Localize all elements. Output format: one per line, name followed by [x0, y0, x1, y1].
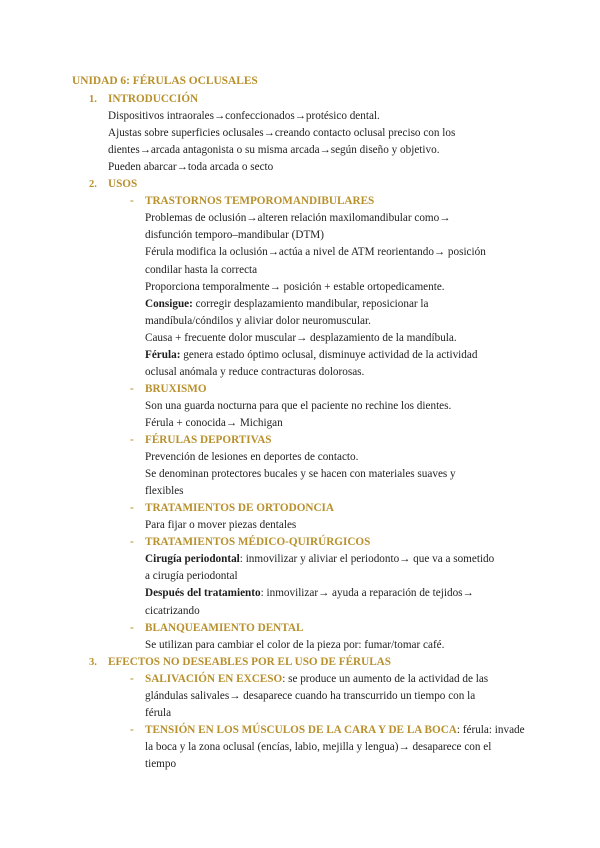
body-line: Se utilizan para cambiar el color de la pieza por: fumar/tomar café.: [145, 638, 445, 651]
subsection-title: TRASTORNOS TEMPOROMANDIBULARES: [145, 195, 375, 208]
subsection-title: TRATAMIENTOS MÉDICO-QUIRÚRGICOS: [145, 536, 371, 549]
bold-term: Después del tratamiento: [145, 587, 261, 600]
subsection-heading: [145, 621, 303, 636]
term-description: : inmovilizar y aliviar el periodonto→ que va a sometido: [239, 553, 495, 566]
body-line: Pueden abarcar→toda arcada o secto: [108, 161, 274, 174]
bullet-dash: -: [130, 621, 134, 634]
body-line: flexibles: [145, 485, 184, 498]
section-heading: USOS: [108, 178, 138, 191]
bullet-dash: -: [130, 195, 134, 208]
subsection-inline-text: : se produce un aumento de la actividad de las: [282, 672, 489, 685]
subsection-heading: [145, 433, 272, 448]
subsection-title: FÉRULAS DEPORTIVAS: [145, 434, 272, 446]
term-description: : inmovilizar→ ayuda a reparación de tejidos→: [260, 587, 474, 600]
subsection-title: TENSIÓN EN LOS MÚSCULOS DE LA CARA Y DE LA BOCA: [145, 723, 457, 736]
body-line: [145, 552, 494, 567]
subsection-title: TRATAMIENTOS DE ORTODONCIA: [145, 502, 334, 515]
page-title: UNIDAD 6: FÉRULAS OCLUSALES: [72, 75, 258, 87]
body-line: Problemas de oclusión→alteren relación maxilomandibular como→: [145, 212, 451, 225]
body-line: mandíbula/cóndilos y aliviar dolor neuromuscular.: [145, 314, 371, 327]
bullet-dash: -: [130, 382, 134, 395]
body-line: Proporciona temporalmente→ posición + estable ortopedicamente.: [145, 280, 445, 293]
body-line: Férula modifica la oclusión→actúa a nivel de ATM reorientando→ posición: [145, 246, 486, 259]
body-line: Son una guarda nocturna para que el paciente no rechine los dientes.: [145, 399, 452, 412]
bullet-dash: -: [130, 536, 134, 549]
section-number: 1.: [89, 94, 97, 105]
body-line: Férula + conocida→ Michigan: [145, 416, 283, 429]
section-heading: EFECTOS NO DESEABLES POR EL USO DE FÉRULAS: [108, 655, 391, 668]
subsection-heading: [145, 194, 374, 209]
body-line: Prevención de lesiones en deportes de contacto.: [145, 451, 359, 464]
body-line: la boca y la zona oclusal (encías, labio, mejilla y lengua)→ desaparece con el: [145, 740, 492, 753]
body-line: condilar hasta la correcta: [145, 263, 258, 276]
subsection-heading: [145, 501, 334, 516]
subsection-heading: [145, 672, 488, 687]
subsection-title: BLANQUEAMIENTO DENTAL: [145, 621, 304, 634]
bullet-dash: -: [130, 502, 134, 515]
body-line: Causa + frecuente dolor muscular→ desplazamiento de la mandíbula.: [145, 331, 457, 344]
term-description: genera estado óptimo oclusal, disminuye actividad de la actividad: [180, 348, 478, 361]
body-line: Dispositivos intraorales→confeccionados→protésico dental.: [108, 110, 380, 123]
body-line: disfunción temporo–mandibular (DTM): [145, 229, 324, 242]
body-line: dientes→arcada antagonista o su misma arcada→según diseño y objetivo.: [108, 144, 440, 157]
section-number: 3.: [89, 656, 97, 668]
body-line: [145, 586, 474, 601]
term-description: corregir desplazamiento mandibular, reposicionar la: [192, 297, 429, 310]
subsection-inline-text: : férula: invade: [456, 723, 525, 736]
body-line: [145, 348, 477, 363]
body-line: cicatrizando: [145, 604, 200, 617]
body-line: glándulas salivales→ desaparece cuando ha transcurrido un tiempo con la: [145, 689, 476, 702]
section-number: 2.: [89, 179, 97, 191]
body-line: [145, 297, 429, 312]
subsection-title: SALIVACIÓN EN EXCESO: [145, 672, 283, 685]
subsection-heading: [145, 382, 207, 397]
subsection-heading: [145, 723, 525, 738]
bullet-dash: -: [130, 723, 134, 736]
bold-term: Férula:: [145, 348, 181, 361]
body-line: Se denominan protectores bucales y se hacen con materiales suaves y: [145, 468, 456, 481]
body-line: Ajustas sobre superficies oclusales→creando contacto oclusal preciso con los: [108, 127, 456, 140]
subsection-title: BRUXISMO: [145, 382, 207, 395]
body-line: férula: [145, 706, 172, 719]
bold-term: Cirugía periodontal: [145, 553, 240, 566]
section-heading: INTRODUCCIÓN: [108, 93, 199, 105]
body-line: a cirugía periodontal: [145, 570, 238, 583]
body-line: tiempo: [145, 757, 177, 770]
body-line: Para fijar o mover piezas dentales: [145, 519, 297, 532]
bullet-dash: -: [130, 434, 134, 446]
body-line: oclusal anómala y reduce contracturas dolorosas.: [145, 365, 365, 378]
bullet-dash: -: [130, 672, 134, 685]
subsection-heading: [145, 535, 370, 550]
bold-term: Consigue:: [145, 297, 193, 310]
